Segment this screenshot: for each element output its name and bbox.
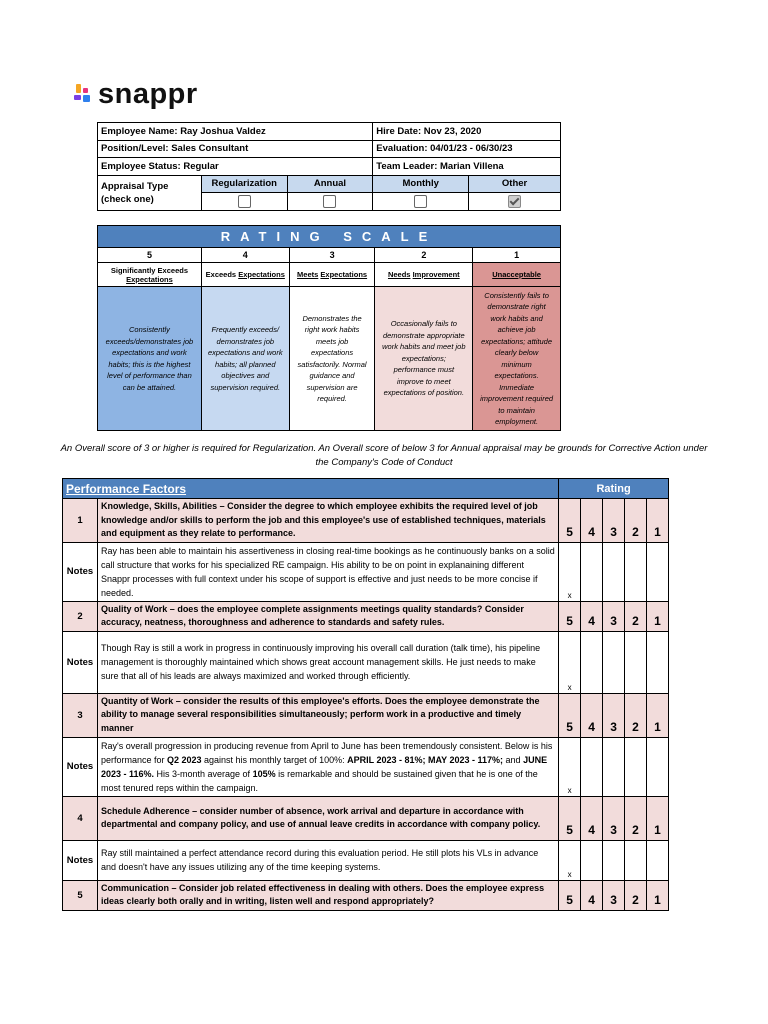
rating-option-2[interactable]: 2 [625,601,647,631]
rating-mark: x [559,631,581,693]
factor-number: 4 [63,796,98,840]
scale-desc-4: Frequently exceeds/ demonstrates job expectations and work habits; all planned objectives and supervision required. [201,287,289,431]
option-label-other: Other [469,175,561,193]
scale-label-3: Meets Expectations [289,263,375,287]
scale-desc-1: Consistently fails to demonstrate right work habits and achieve job expectations; attitude clearly below minimum expectations. Immediate improvement required to maintain employment. [473,287,561,431]
notes-label: Notes [63,542,98,601]
rating-option-3[interactable]: 3 [603,499,625,543]
rating-option-4[interactable]: 4 [581,499,603,543]
rating-option-1[interactable]: 1 [647,693,669,737]
rating-option-1[interactable]: 1 [647,499,669,543]
checkbox-other[interactable] [508,195,521,208]
notes-label: Notes [63,737,98,796]
hire-date: Hire Date: Nov 23, 2020 [373,123,561,141]
team-leader: Team Leader: Marian Villena [373,158,561,176]
factor-description: Quality of Work – does the employee complete assignments meetings quality standards? Consider accuracy, neatness, thoroughness and adherence to standards and safety rules. [97,601,558,631]
scale-label-4: Exceeds Expectations [201,263,289,287]
checkbox-monthly[interactable] [414,195,427,208]
factor-description: Quantity of Work – consider the results of this employee's efforts. Does the employee demonstrate the ability to manage several responsibilities simultaneously; perform work in a productive and timely manner [97,693,558,737]
factor-number: 1 [63,499,98,543]
factor-notes: Ray's overall progression in producing revenue from April to June has been tremendously consistent. Below is his performance for Q2 2023 against his monthly target of 100%: APRIL 2023 - 81%; MAY 2023 - 117%; and JUNE 2023 - 116%. His 3-month average of 105% is remarkable and should be sustained given that he is one of the most tenured reps within the campaign. [97,737,558,796]
rating-option-1[interactable]: 1 [647,880,669,910]
factor-notes: Ray has been able to maintain his assertiveness in closing real-time bookings as he continuously banks on a solid call structure that works for his specialized RE campaign. His ability to be on point in explanaining different Snappr processes with full context under his scope of support is effective and just needs to be more concise if needed. [97,542,558,601]
rating-option-5[interactable]: 5 [559,601,581,631]
rating-option-3[interactable]: 3 [603,601,625,631]
factor-description: Schedule Adherence – consider number of absence, work arrival and departure in accordance with departmental and company policy, and use of annual leave credits in accordance with company policy. [97,796,558,840]
rating-option-1[interactable]: 1 [647,601,669,631]
brand-name: snappr [98,78,198,110]
notes-label: Notes [63,631,98,693]
option-label-annual: Annual [287,175,373,193]
rating-mark: x [559,840,581,880]
checkbox-annual[interactable] [323,195,336,208]
rating-option-4[interactable]: 4 [581,796,603,840]
scale-label-2: Needs Improvement [375,263,473,287]
scale-desc-2: Occasionally fails to demonstrate appropriate work habits and meet job expectations; performance must improve to meet expectations of position. [375,287,473,431]
rating-option-5[interactable]: 5 [559,499,581,543]
employee-status: Employee Status: Regular [98,158,373,176]
rating-option-4[interactable]: 4 [581,880,603,910]
rating-mark: x [559,737,581,796]
factor-notes: Ray still maintained a perfect attendance record during this evaluation period. He still plots his VLs in advance and doesn't have any issues utilizing any of the time keeping systems. [97,840,558,880]
rating-scale-table [97,225,561,431]
rating-option-3[interactable]: 3 [603,880,625,910]
factor-description: Communication – Consider job related effectiveness in dealing with others. Does the employee express ideas clearly both orally and in writing, listen well and respond appropriately? [97,880,558,910]
rating-option-5[interactable]: 5 [559,880,581,910]
rating-option-3[interactable]: 3 [603,796,625,840]
option-label-regularization: Regularization [201,175,287,193]
rating-option-2[interactable]: 2 [625,880,647,910]
scale-desc-5: Consistently exceeds/demonstrates job expectations and work habits; this is the highest level of performance than can be attained. [98,287,202,431]
rating-option-4[interactable]: 4 [581,601,603,631]
scale-label-5: Significantly Exceeds Expectations [98,263,202,287]
snappr-logo-icon [74,84,92,104]
rating-option-1[interactable]: 1 [647,796,669,840]
performance-factors-title: Performance Factors [63,479,559,499]
rating-option-3[interactable]: 3 [603,693,625,737]
employee-name: Employee Name: Ray Joshua Valdez [98,123,373,141]
factor-number: 3 [63,693,98,737]
performance-factors-table [62,478,669,911]
rating-option-2[interactable]: 2 [625,693,647,737]
rating-option-4[interactable]: 4 [581,693,603,737]
factor-notes: Though Ray is still a work in progress in continuously improving his overall call duration (talk time), his pipeline management is thoroughly maintained which shows great account management skills. He just needs to make sure that all of his leads are always maximized and worked through efficiently. [97,631,558,693]
scale-num-4: 4 [201,248,289,263]
option-label-monthly: Monthly [373,175,469,193]
factor-number: 5 [63,880,98,910]
scale-label-1: Unacceptable [473,263,561,287]
company-logo [74,80,198,108]
scale-num-5: 5 [98,248,202,263]
employee-info-table [97,122,561,211]
scale-num-3: 3 [289,248,375,263]
position-level: Position/Level: Sales Consultant [98,140,373,158]
scale-num-1: 1 [473,248,561,263]
rating-option-5[interactable]: 5 [559,796,581,840]
rating-scale-title: RATING SCALE [98,226,561,248]
rating-option-2[interactable]: 2 [625,796,647,840]
rating-option-2[interactable]: 2 [625,499,647,543]
rating-mark: x [559,542,581,601]
checkbox-regularization[interactable] [238,195,251,208]
scale-desc-3: Demonstrates the right work habits meets job expectations satisfactorily. Normal guidance and supervision are required. [289,287,375,431]
appraisal-type-label: Appraisal Type (check one) [98,175,202,210]
factor-number: 2 [63,601,98,631]
evaluation-period: Evaluation: 04/01/23 - 06/30/23 [373,140,561,158]
scale-num-2: 2 [375,248,473,263]
rating-header: Rating [559,479,669,499]
factor-description: Knowledge, Skills, Abilities – Consider the degree to which employee exhibits the required level of job knowledge and/or skills to perform the job and this employee's use of established techniques, materials and equipment as they relate to performance. [97,499,558,543]
notes-label: Notes [63,840,98,880]
overall-score-note: An Overall score of 3 or higher is required for Regularization. An Overall score of below 3 for Annual appraisal may be grounds for Corrective Action under the Company's Code of Conduct [60,443,708,468]
rating-option-5[interactable]: 5 [559,693,581,737]
